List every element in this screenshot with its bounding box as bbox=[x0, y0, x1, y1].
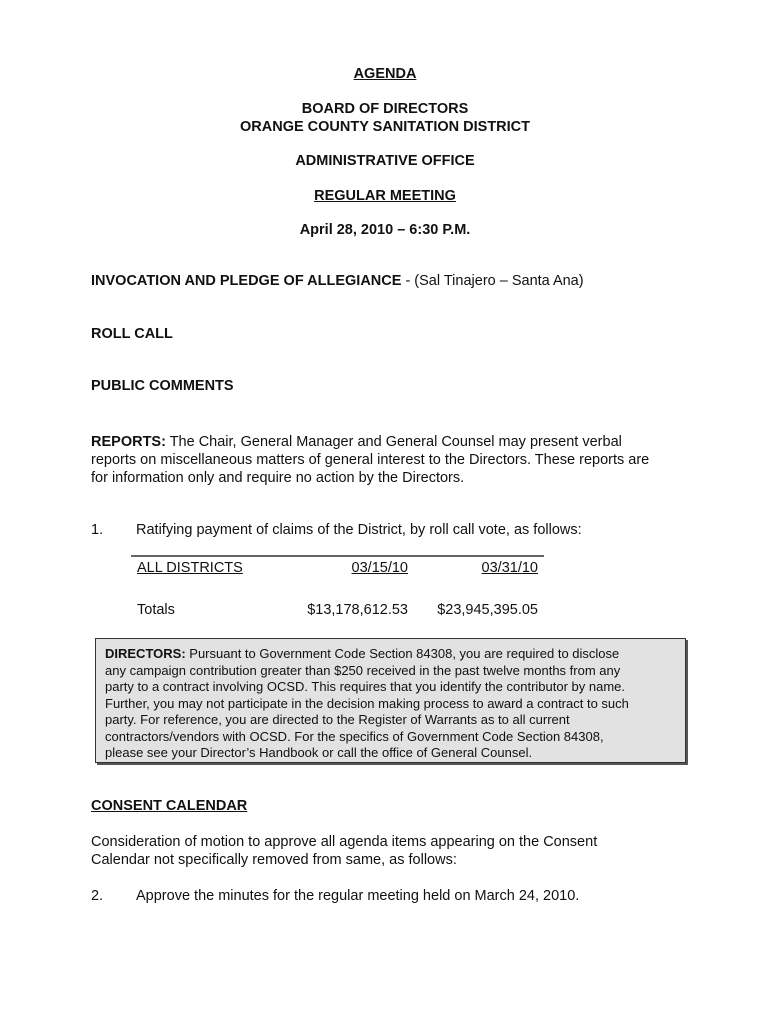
notice-line: contractors/vendors with OCSD. For the specifics of Government Code Section 84308, bbox=[105, 728, 604, 744]
item-2-text: Approve the minutes for the regular meeting held on March 24, 2010. bbox=[136, 888, 580, 904]
roll-call-heading: ROLL CALL bbox=[91, 326, 173, 342]
office-title: ADMINISTRATIVE OFFICE bbox=[295, 153, 475, 169]
table-header-date-1: 03/15/10 bbox=[351, 560, 408, 576]
table-header-all-districts: ALL DISTRICTS bbox=[137, 560, 243, 576]
notice-line: party. For reference, you are directed to the Register of Warrants as to all current bbox=[105, 712, 570, 727]
invocation-label: INVOCATION AND PLEDGE OF ALLEGIANCE bbox=[91, 273, 402, 289]
reports-line: for information only and require no action by the Directors. bbox=[91, 470, 465, 486]
invocation-line bbox=[91, 272, 584, 290]
consent-calendar-heading: CONSENT CALENDAR bbox=[91, 798, 248, 814]
notice-label: DIRECTORS: bbox=[105, 646, 186, 661]
table-row-label: Totals bbox=[137, 602, 175, 618]
meeting-type: REGULAR MEETING bbox=[314, 188, 456, 204]
notice-line: Further, you may not participate in the decision making process to award a contract to such bbox=[105, 695, 629, 711]
consent-intro-line: Calendar not specifically removed from same, as follows: bbox=[91, 852, 457, 868]
reports-label: REPORTS: bbox=[91, 434, 166, 450]
claims-table bbox=[131, 555, 544, 625]
directors-notice-box bbox=[95, 638, 686, 763]
reports-line: reports on miscellaneous matters of general interest to the Directors. These reports are bbox=[91, 452, 650, 468]
item-number: 1. bbox=[91, 522, 104, 538]
table-header-date-2: 03/31/10 bbox=[481, 560, 538, 576]
consent-intro-line: Consideration of motion to approve all agenda items appearing on the Consent bbox=[91, 834, 598, 850]
table-cell-amount-2: $23,945,395.05 bbox=[437, 602, 538, 618]
item-number: 2. bbox=[91, 888, 104, 904]
district-title: ORANGE COUNTY SANITATION DISTRICT bbox=[240, 119, 530, 135]
board-title: BOARD OF DIRECTORS bbox=[301, 101, 469, 117]
reports-paragraph bbox=[91, 433, 691, 487]
agenda-heading: AGENDA bbox=[353, 66, 417, 82]
meeting-date-time: April 28, 2010 – 6:30 P.M. bbox=[299, 222, 471, 238]
table-top-rule bbox=[131, 555, 544, 557]
notice-line: DIRECTORS: Pursuant to Government Code Section 84308, you are required to disclose bbox=[105, 646, 620, 661]
consent-intro bbox=[91, 833, 691, 869]
public-comments-heading: PUBLIC COMMENTS bbox=[91, 378, 234, 394]
notice-line: party to a contract involving OCSD. This requires that you identify the contributor by name. bbox=[105, 679, 626, 694]
item-1-text: Ratifying payment of claims of the District, by roll call vote, as follows: bbox=[136, 522, 582, 538]
notice-line: please see your Director’s Handbook or call the office of General Counsel. bbox=[105, 745, 533, 760]
table-cell-amount-1: $13,178,612.53 bbox=[307, 602, 408, 618]
reports-line: REPORTS: The Chair, General Manager and General Counsel may present verbal bbox=[91, 434, 622, 450]
notice-line: any campaign contribution greater than $250 received in the past twelve months from any bbox=[105, 662, 621, 678]
invocation-detail: - (Sal Tinajero – Santa Ana) bbox=[401, 273, 584, 289]
